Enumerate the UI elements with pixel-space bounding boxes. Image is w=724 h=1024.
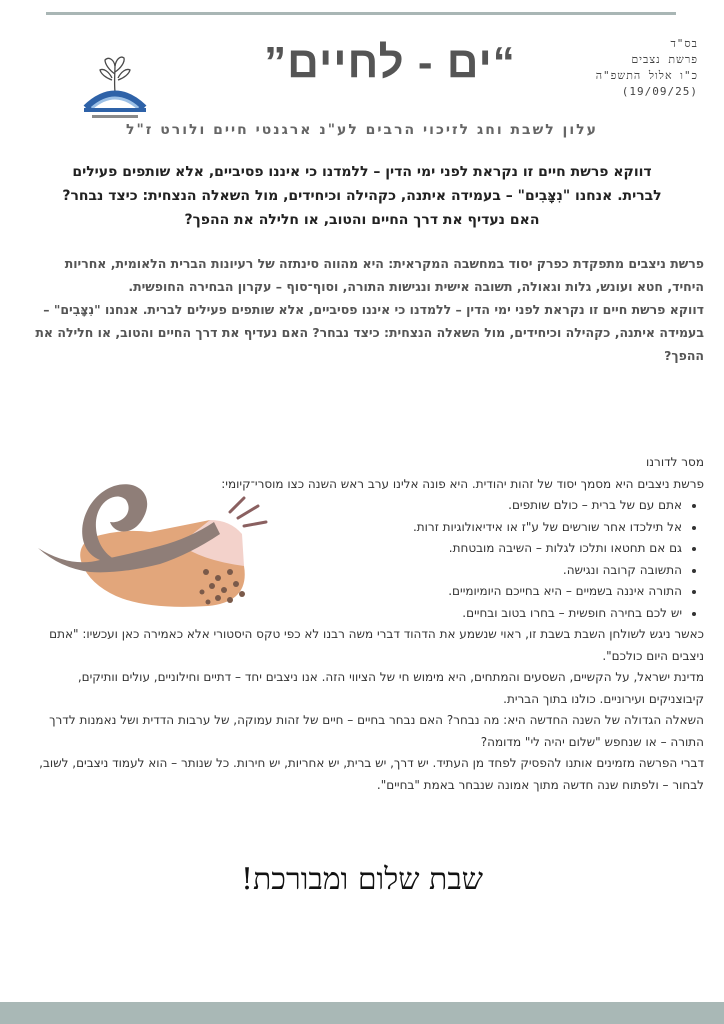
intro-line: האם נעדיף את דרך החיים והטוב, או חלילה את ההפך? — [184, 212, 540, 228]
section-intro: פרשת ניצבים היא מסמך יסוד של זהות יהודית. היא פונה אלינו ערב ראש השנה כצו מוסרי־קיומי: — [221, 476, 704, 491]
hebrew-date: כ"ו אלול התשפ"ה — [595, 69, 698, 82]
gregorian-date: (19/09/25) — [621, 85, 698, 98]
bsd-mark: בס"ד — [670, 37, 698, 50]
list-item: • גם אם תחטאו ותלכו לגלות – השיבה מובטחת. — [20, 538, 682, 560]
intro-line: דווקא פרשת חיים זו נקראת לפני ימי הדין – ללמדנו כי איננו פסיביים, אלא שותפים פעילים — [72, 164, 652, 180]
body-paragraph: כאשר ניגש לשולחן השבת בשבת זו, ראוי שנשמע את הדהוד דברי משה רבנו לא כפי טקס היסטורי אלא כאמירה כאן ועכשיו: "אתם ניצבים היום כולכם". — [49, 627, 704, 663]
body-paragraph: השאלה הגדולה של השנה החדשה היא: מה נבחר? האם נבחר בחיים – חיים של זהות עמוקה, של ערבות הדדית ושל נאמנות לדרך התורה – או שנחפש "שלום יהיה לי" מדומה? — [49, 713, 704, 749]
newsletter-title: “ים - לחיים” — [264, 38, 516, 87]
parasha-name: פרשת נצבים — [631, 53, 698, 66]
list-item: • התורה איננה בשמיים – היא בחייכם היומיומיים. — [20, 581, 682, 603]
list-item: • אתם עם של ברית – כולם שותפים. — [20, 495, 682, 517]
article-paragraph: דווקא פרשת חיים זו נקראת לפני ימי הדין – ללמדנו כי איננו פסיביים, אלא שותפים פעילים לברית. אנחנו "נִצָּבִים" – בעמידה איתנה, כקהילה וכיחידים, מול השאלה הנצחית: כיצד נבחר? האם נעדיף את דרך החיים והטוב, או חלילה את ההפך? — [35, 302, 704, 363]
list-item: • אל תילכדו אחר שורשים של ע"ז או אידיאולוגיות זרות. — [20, 517, 682, 539]
bullet-list — [20, 495, 704, 624]
top-rule — [46, 12, 676, 15]
closing-greeting: שבת שלום ומבורכת! — [240, 862, 484, 897]
issue-meta — [538, 36, 698, 100]
tree-over-bridge-logo — [78, 52, 152, 122]
list-item: • התשובה קרובה ונגישה. — [20, 560, 682, 582]
main-article — [28, 252, 704, 367]
body-paragraph: מדינת ישראל, על הקשיים, השסעים והמתחים, היא מימוש חי של הציווי הזה. אנו ניצבים יחד – דתיים וחילוניים, עולים וותיקים, קיבוצניקים ועירוניים. כולנו בתוך הברית. — [77, 670, 704, 706]
intro-line: לברית. אנחנו "נִצָּבִים" – בעמידה איתנה, כקהילה וכיחידים, מול השאלה הנצחית: כיצד נבחר? — [62, 188, 662, 204]
intro-paragraph — [28, 160, 696, 232]
dedication-line: עלון לשבת וחג לזיכוי הרבים לע"נ ארגנטי חיים ולורט ז"ל — [126, 122, 598, 138]
section-heading: מסר לדורנו — [645, 455, 704, 469]
bottom-band — [0, 1002, 724, 1024]
message-section — [20, 452, 704, 796]
article-paragraph: פרשת ניצבים מתפקדת כפרק יסוד במחשבה המקראית: היא מהווה סינתזה של רעיונות הברית הלאומית, אחריות היחיד, חטא ועונש, גלות וגאולה, תשובה אישית ונגישות התורה, וסוף־סוף – עקרון הבחירה החופשית. — [64, 256, 704, 294]
body-paragraph: דברי הפרשה מזמינים אותנו להפסיק לפחד מן העתיד. יש דרך, יש ברית, יש אחריות, יש חירות. כל שנותר – הוא לעמוד ניצבים, לשוב, לבחור – ולפתוח שנה חדשה מתוך אמונה שנבחר באמת "בחיים". — [39, 756, 704, 792]
list-item: • יש לכם בחירה חופשית – בחרו בטוב ובחיים. — [20, 603, 682, 625]
